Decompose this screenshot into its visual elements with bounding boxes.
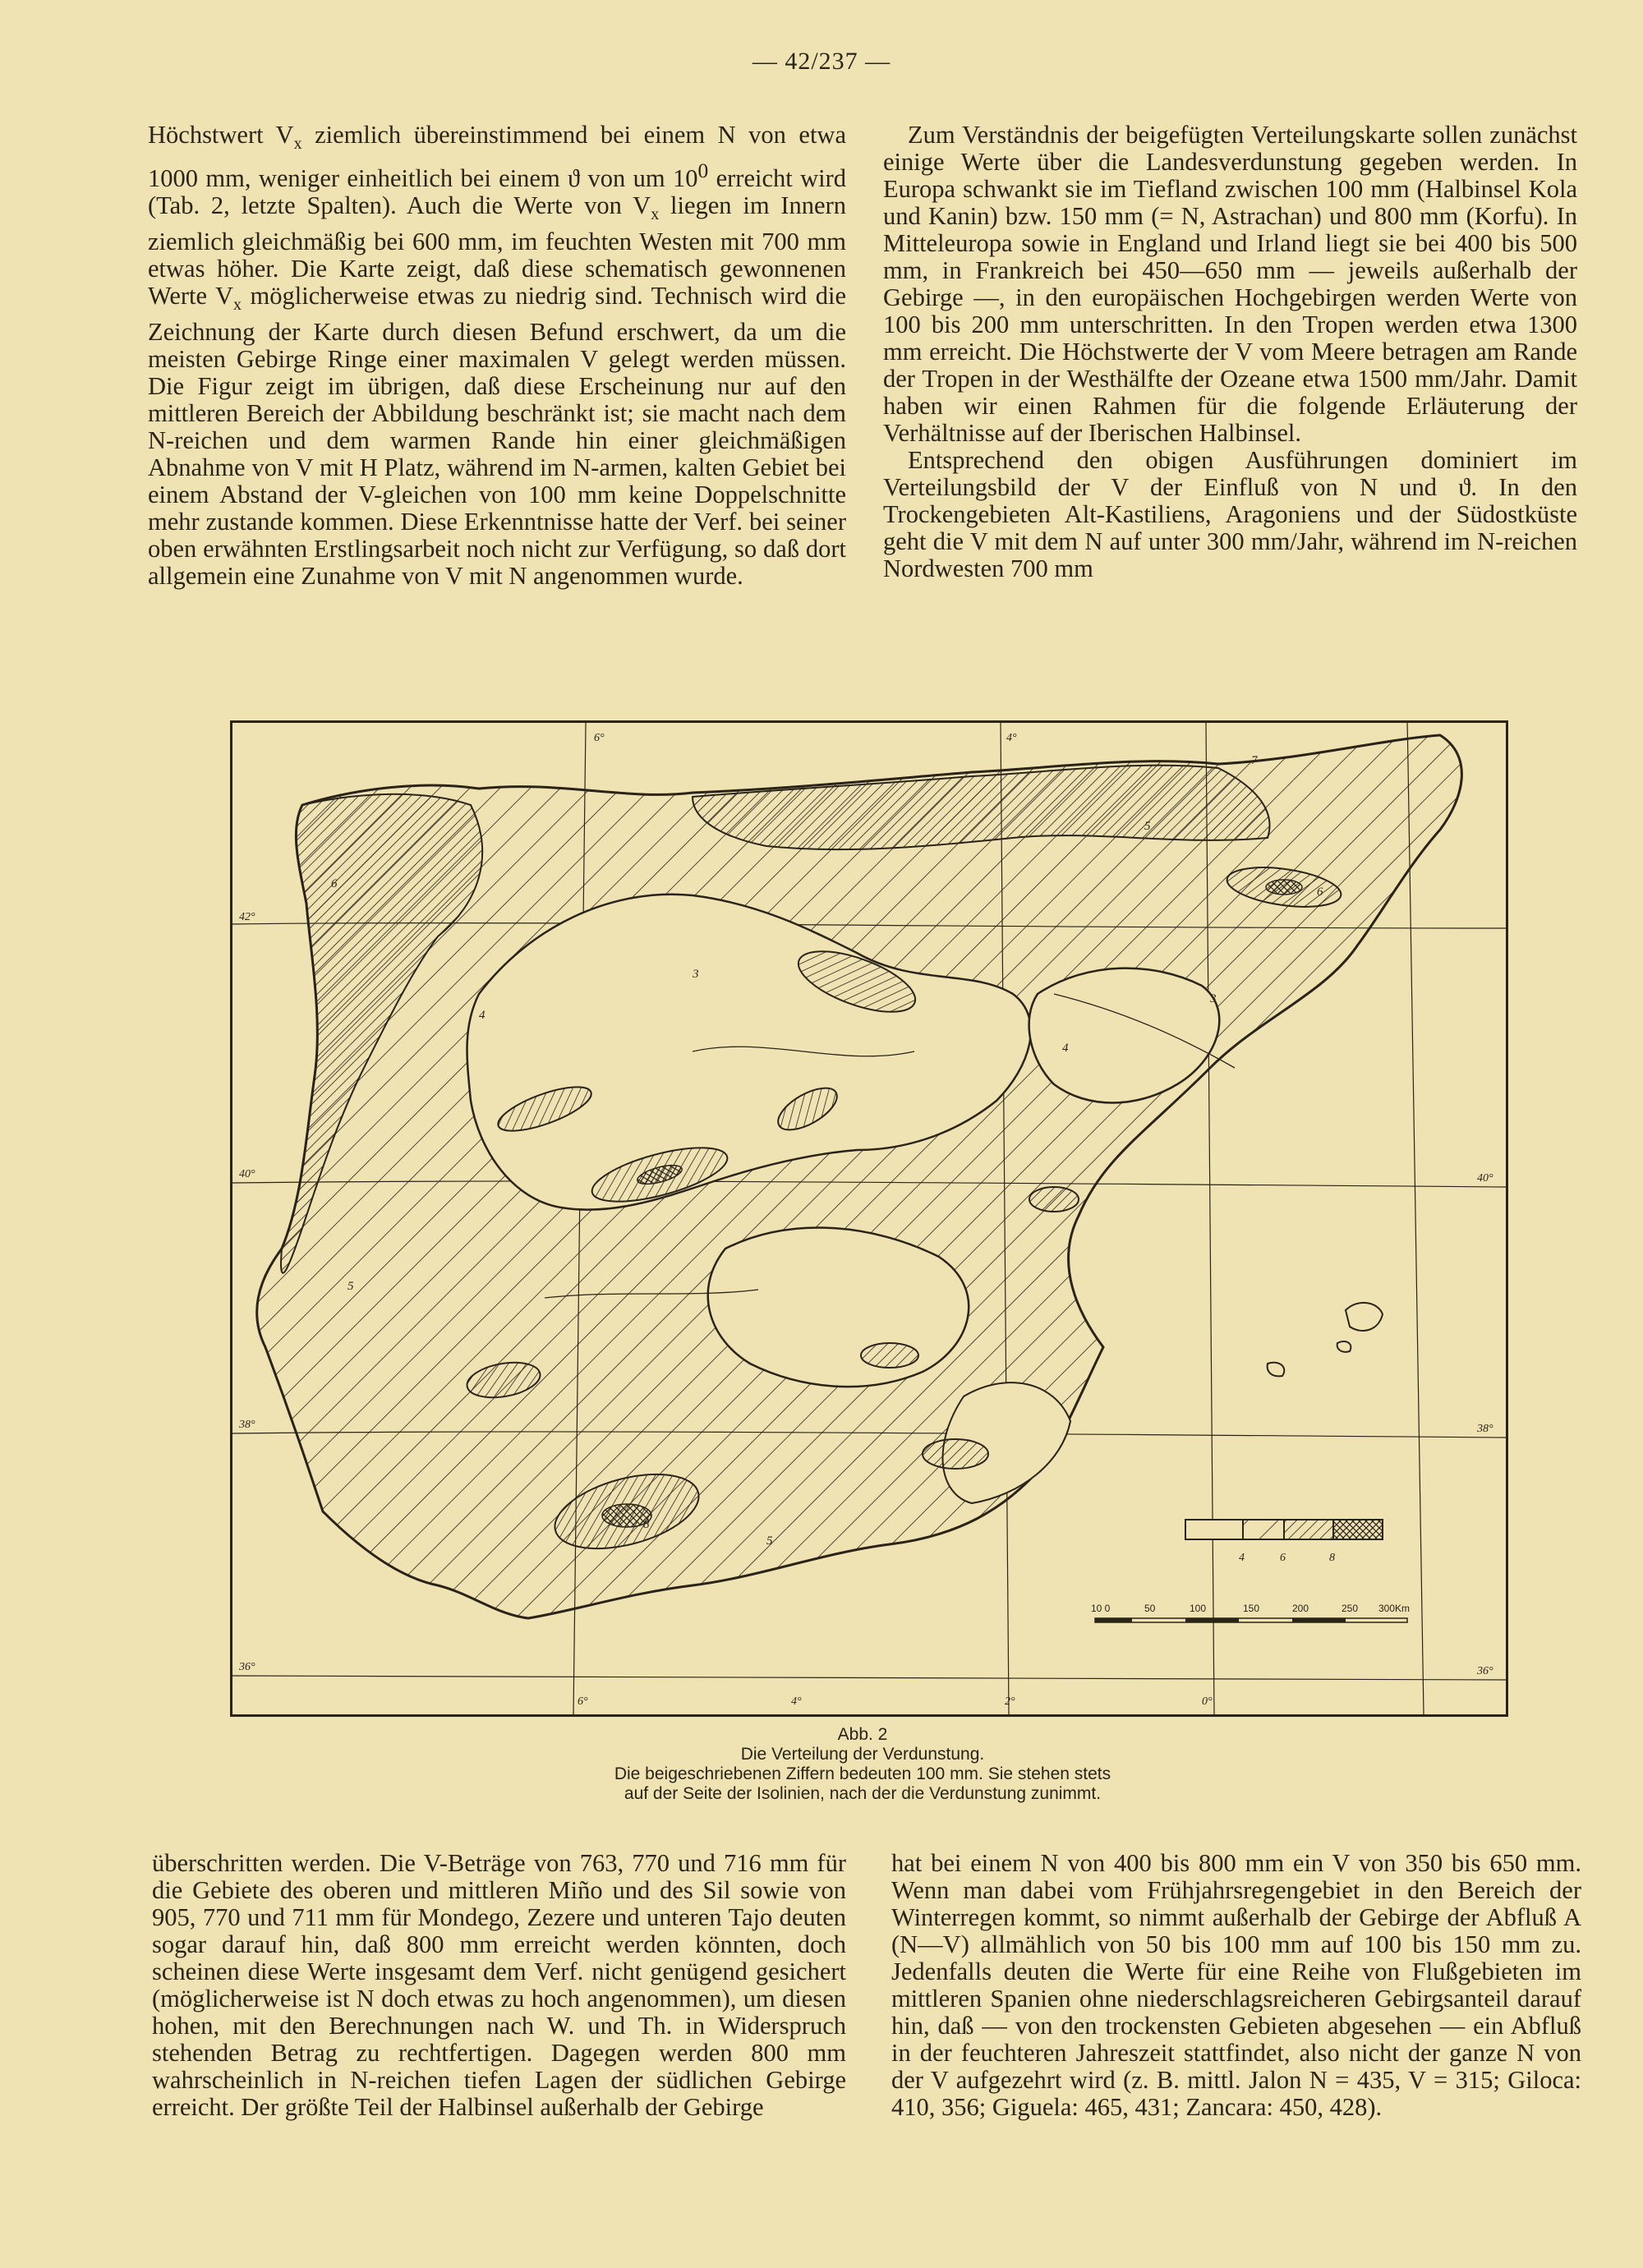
isoline-label: 8	[643, 1518, 650, 1531]
lon-label: 6°	[578, 1695, 588, 1708]
lon-label: 0°	[1202, 1695, 1213, 1708]
isoline-label: 3	[1210, 992, 1217, 1005]
balearic-islands	[1268, 1303, 1383, 1376]
lat-label: 40°	[239, 1168, 255, 1180]
legend-value: 8	[1329, 1552, 1335, 1564]
lat-label: 42°	[239, 911, 255, 923]
lat-label: 36°	[239, 1661, 255, 1673]
paragraph: hat bei einem N von 400 bis 800 mm ein V von 350 bis 650 mm. Wenn man dabei vom Frühjahrsregengebiet in den Bereich der Winterregen kommt, so nimmt außerhalb der Gebirge der Abfluß A (N—V) allmählich von 50 bis 100 mm auf 100 bis 150 mm zu. Jedenfalls deuten die Werte für eine Reihe von Flußgebieten im mittleren Spanien ohne niederschlagsreicheren Gebirgsanteil darauf hin, daß — von den trockensten Gebieten abgesehen — ein Abfluß in der feuchteren Jahreszeit stattfindet, also nicht der ganze N von der V aufgezehrt wird (z. B. mittl. Jalon N = 435, V = 315; Giloca: 410, 356; Giguela: 465, 431; Zancara: 450, 428).	[891, 1849, 1581, 2121]
paragraph: Zum Verständnis der beigefügten Verteilungskarte sollen zunächst einige Werte über die Landesverdunstung gegeben werden. In Europa schwankt sie im Tiefland zwischen 100 mm (Halbinsel Kola und Kanin) bzw. 150 mm (= N, Astrachan) und 800 mm (Korfu). In Mitteleuropa sowie in England und Irland liegt sie bei 400 bis 500 mm, in Frankreich bei 450—650 mm — jeweils außerhalb der Gebirge —, in den europäischen Hochgebirgen werden Werte von 100 bis 200 mm unterschritten. In den Tropen werden etwa 1300 mm erreicht. Die Höchstwerte der V vom Meere betragen am Rande der Tropen in der Westhälfte der Ozeane etwa 1500 mm/Jahr. Damit haben wir einen Rahmen für die folgende Erläuterung der Verhältnisse auf der Iberischen Halbinsel.	[883, 121, 1577, 447]
lat-label: 36°	[1477, 1665, 1493, 1677]
scale-value: 150	[1243, 1603, 1260, 1614]
lon-label: 4°	[1006, 732, 1017, 744]
scale-bar	[1091, 1603, 1410, 1622]
isoline-label: 6	[331, 877, 338, 890]
scale-value: 300Km	[1378, 1603, 1411, 1614]
paragraph: Höchstwert $V_x$ ziemlich übereinstimmend bei einem N von etwa 1000 mm, weniger einheitlich bei einem ϑ von um $10^0$ erreicht wird (Tab. 2, letzte Spalten). Auch die Werte von $V_x$ liegen im Innern ziemlich gleichmäßig bei 600 mm, im feuchten Westen mit 700 mm etwas höher. Die Karte zeigt, daß diese schematisch gewonnenen Werte $V_x$ möglicherweise etwas zu niedrig sind. Technisch wird die Zeichnung der Karte durch diesen Befund erschwert, da um die meisten Gebirge Ringe einer maximalen V gelegt werden müssen. Die Figur zeigt im übrigen, daß diese Erscheinung nur auf den mittleren Bereich der Abbildung beschränkt ist; sie macht nach dem N-reichen und dem warmen Rande hin einer gleichmäßigen Abnahme von V mit H Platz, während im N-armen, kalten Gebiet bei einem Abstand der V-gleichen von 100 mm keine Doppelschnitte mehr zustande kommen. Diese Erkenntnisse hatte der Verf. bei seiner oben erwähnten Erstlingsarbeit noch nicht zur Verfügung, so daß dort allgemein eine Zunahme von V mit N angenommen wurde.	[148, 121, 847, 591]
scale-value: 200	[1292, 1603, 1309, 1614]
lon-label: 4°	[791, 1695, 802, 1708]
paragraph: Entsprechend den obigen Ausführungen dominiert im Verteilungsbild der V der Einfluß von N und ϑ. In den Trockengebieten Alt-Kastiliens, Aragoniens und der Südostküste geht die V mit dem N auf unter 300 mm/Jahr, während im N-reichen Nordwesten 700 mm	[883, 446, 1577, 582]
isoline-label: 5	[1144, 820, 1151, 833]
isoline-label: 6	[1317, 886, 1323, 899]
page-number: — 42/237 —	[752, 48, 891, 75]
figure-title: Die Verteilung der Verdunstung.	[740, 1745, 985, 1764]
evaporation-map-figure	[230, 720, 1508, 1717]
figure-note-line: auf der Seite der Isolinien, nach der die Verdunstung zunimmt.	[624, 1784, 1102, 1803]
figure-number: Abb. 2	[837, 1725, 888, 1744]
lat-label: 38°	[239, 1419, 255, 1431]
legend-value: 6	[1280, 1552, 1286, 1564]
isoline-label: 5	[347, 1280, 354, 1293]
northern-coast-zone	[693, 766, 1270, 850]
figure-note-line: Die beigeschriebenen Ziffern bedeuten 100 mm. Sie stehen stets	[614, 1764, 1111, 1783]
text-column-bottom-right	[891, 1850, 1581, 2121]
isoline-label: 4	[1062, 1042, 1069, 1055]
figure-caption	[329, 1725, 1397, 1804]
iberian-peninsula-map	[232, 723, 1506, 1714]
text-column-top-left	[148, 122, 846, 590]
text-column-top-right	[883, 122, 1577, 582]
scale-value: 100	[1190, 1603, 1207, 1614]
isoline-label: 4	[479, 1009, 486, 1022]
isoline-label: 7	[1251, 754, 1258, 767]
lat-label: 40°	[1477, 1172, 1493, 1185]
isoline-label: 5	[766, 1534, 773, 1548]
scale-value: 250	[1342, 1603, 1359, 1614]
paragraph: überschritten werden. Die V-Beträge von 763, 770 und 716 mm für die Gebiete des oberen und mittleren Miño und des Sil sowie von 905, 770 und 711 mm für Mondego, Zezere und unteren Tajo deuten sogar darauf hin, daß 800 mm erreicht werden könnten, doch scheinen diese Werte insgesamt dem Verf. nicht genügend gesichert (möglicherweise ist N doch etwas zu hoch angenommen), um diesen hohen, mit den Berechnungen nach W. und Th. in Widerspruch stehenden Betrag zu rechtfertigen. Dagegen werden 800 mm wahrscheinlich in N-reichen tiefen Lagen der südlichen Gebirge erreicht. Der größte Teil der Halbinsel außerhalb der Gebirge	[152, 1849, 846, 2121]
legend	[1185, 1520, 1383, 1564]
la-mancha-dry-region	[708, 1228, 969, 1387]
scale-value: 50	[1144, 1603, 1156, 1614]
legend-value: 4	[1239, 1552, 1245, 1564]
isoline-label: 3	[693, 968, 699, 981]
lat-label: 38°	[1477, 1423, 1493, 1435]
scale-value: 10 0	[1091, 1603, 1111, 1614]
lon-label: 6°	[594, 732, 605, 744]
text-column-bottom-left	[152, 1850, 846, 2121]
lon-label: 2°	[1005, 1695, 1015, 1708]
